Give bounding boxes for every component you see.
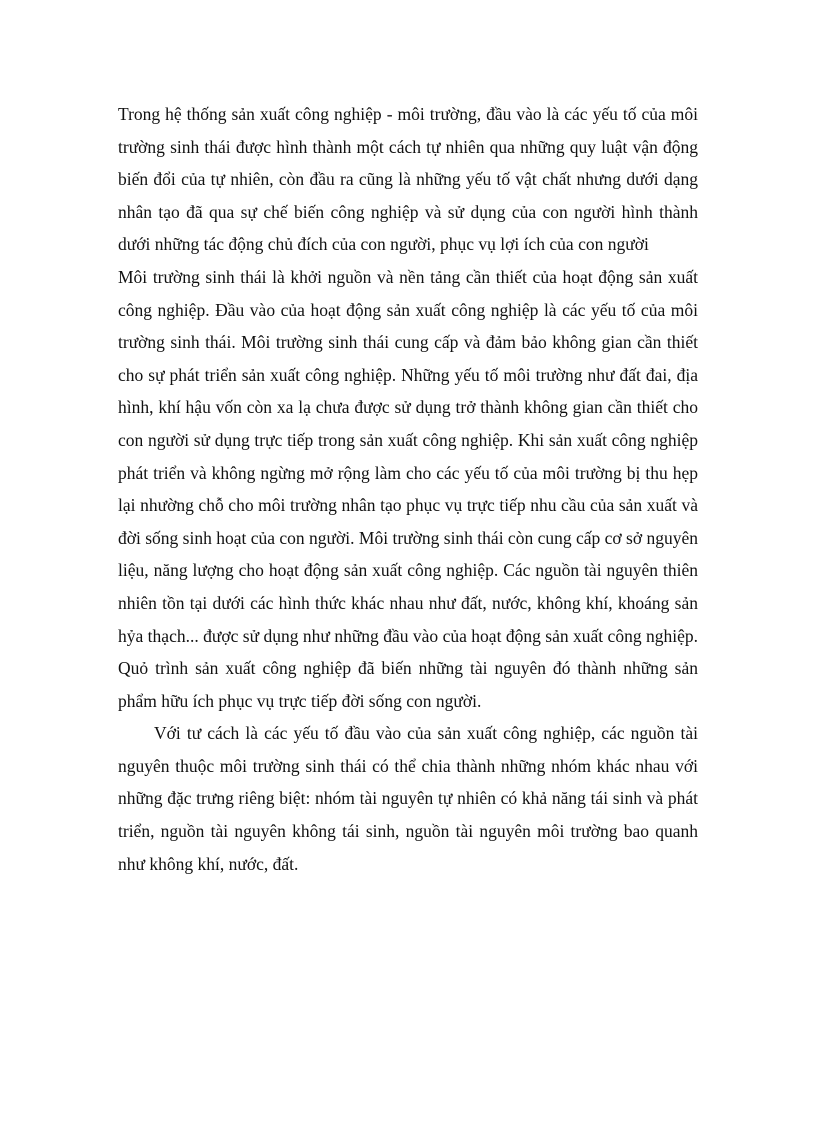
paragraph-2: Môi trường sinh thái là khởi nguồn và nền tảng cần thiết của hoạt động sản xuất công nghiệp. Đầu vào của hoạt động sản xuất công nghiệp là các yếu tố của môi trường sinh thái. Môi trường sinh thái cung cấp và đảm bảo không gian cần thiết cho sự phát triển sản xuất công nghiệp. Những yếu tố môi trường như đất đai, địa hình, khí hậu vốn còn xa lạ chưa được sử dụng trở thành không gian cần thiết cho con người sử dụng trực tiếp trong sản xuất công nghiệp. Khi sản xuất công nghiệp phát triển và không ngừng mở rộng làm cho các yếu tố của môi trường bị thu hẹp lại nhường chỗ cho môi trường nhân tạo phục vụ trực tiếp nhu cầu của sản xuất và đời sống sinh hoạt của con người. Môi trường sinh thái còn cung cấp cơ sở nguyên liệu, năng lượng cho hoạt động sản xuất công nghiệp. Các nguồn tài nguyên thiên nhiên tồn tại dưới các hình thức khác nhau như đất, nước, không khí, khoáng sản hỷa thạch... được sử dụng như những đầu vào của hoạt động sản xuất công nghiệp. Quỏ trình sản xuất công nghiệp đã biến những tài nguyên đó thành những sản phẩm hữu ích phục vụ trực tiếp đời sống con người.: [118, 266, 698, 711]
document-body: [118, 98, 698, 880]
paragraph-3: Với tư cách là các yếu tố đầu vào của sản xuất công nghiệp, các nguồn tài nguyên thuộc môi trường sinh thái có thể chia thành những nhóm khác nhau với những đặc trưng riêng biệt: nhóm tài nguyên tự nhiên có khả năng tái sinh và phát triển, nguồn tài nguyên không tái sinh, nguồn tài nguyên môi trường bao quanh như không khí, nước, đất.: [118, 723, 698, 874]
paragraph-1: Trong hệ thống sản xuất công nghiệp - môi trường, đầu vào là các yếu tố của môi trường sinh thái được hình thành một cách tự nhiên qua những quy luật vận động biến đổi của tự nhiên, còn đầu ra cũng là những yếu tố vật chất nhưng dưới dạng nhân tạo đã qua sự chế biến công nghiệp và sử dụng của con người hình thành dưới những tác động chủ đích của con người, phục vụ lợi ích của con người: [118, 104, 698, 255]
